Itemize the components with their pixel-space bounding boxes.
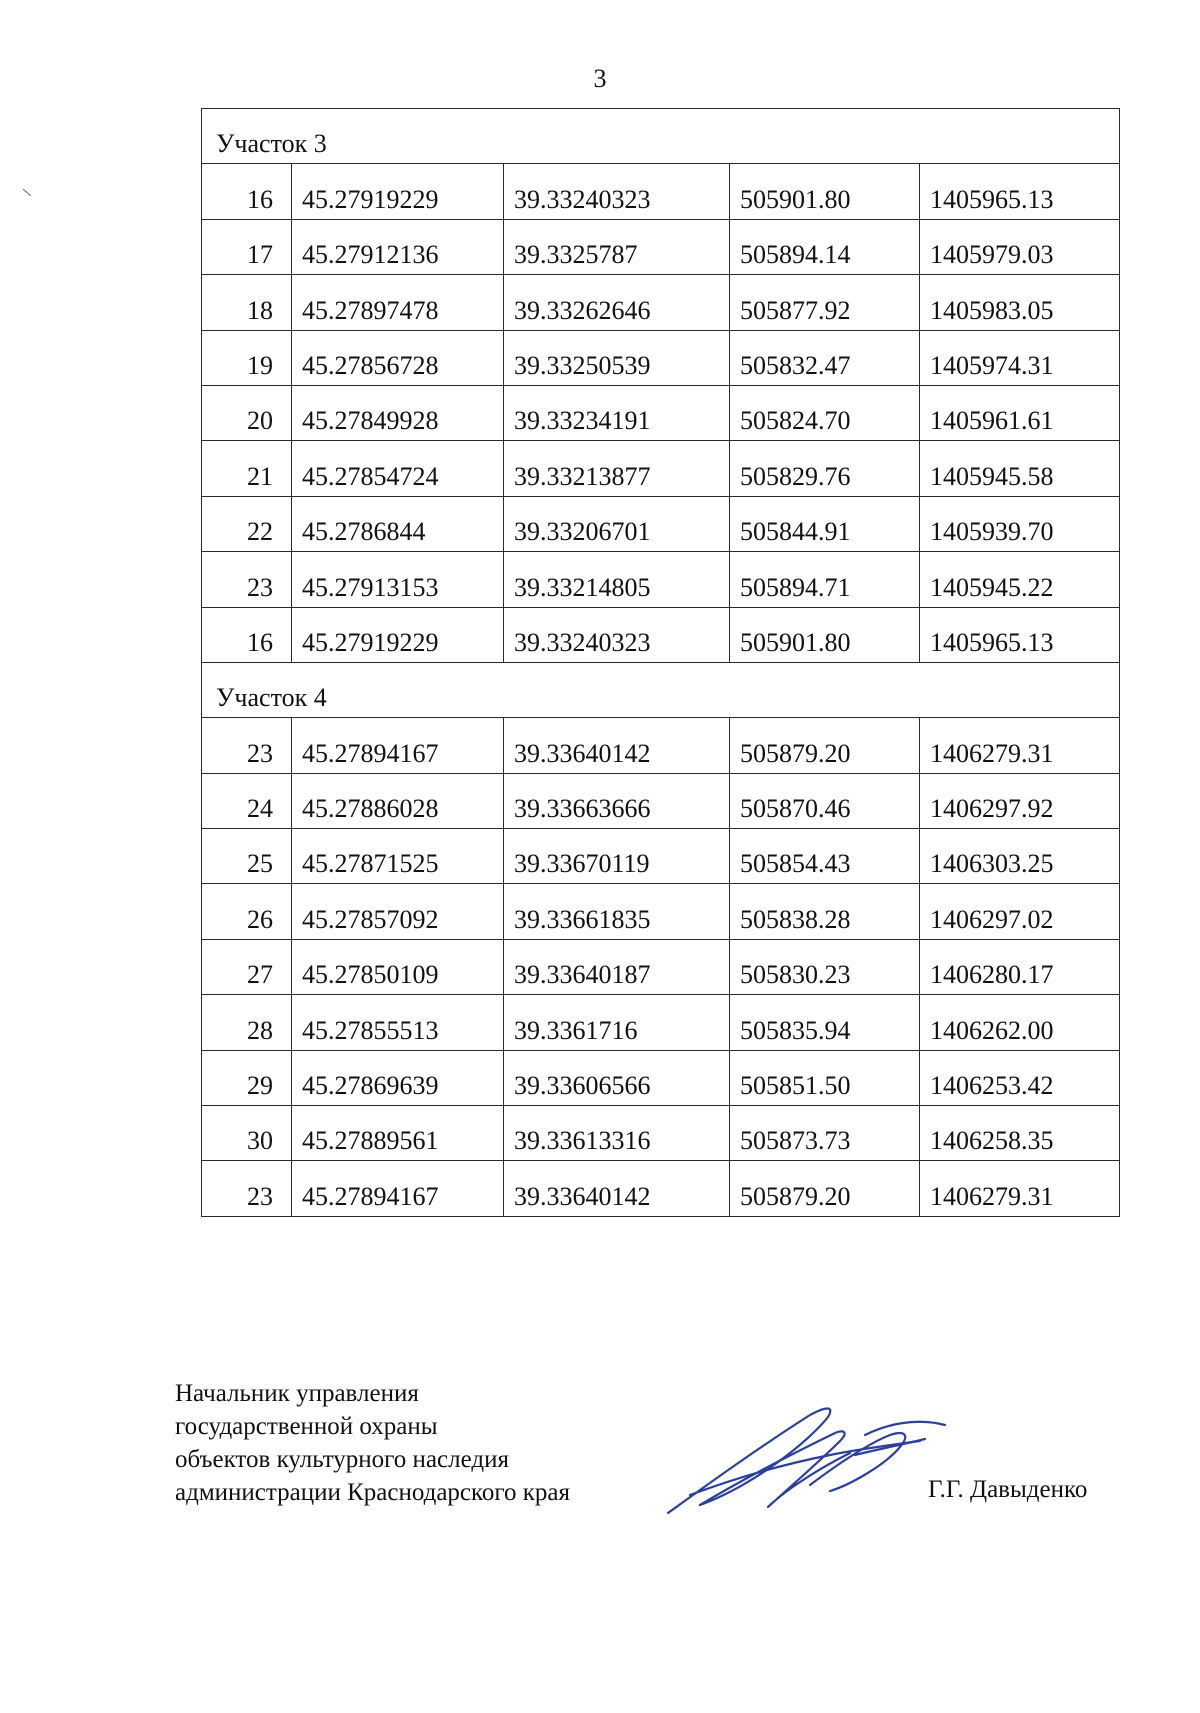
x-coordinate-cell: 505873.73	[730, 1106, 920, 1161]
latitude-cell: 45.27894167	[292, 718, 504, 773]
x-coordinate-cell: 505879.20	[730, 718, 920, 773]
longitude-cell: 39.33206701	[504, 496, 730, 551]
handwritten-signature	[660, 1395, 950, 1525]
point-number-cell: 29	[202, 1050, 292, 1105]
latitude-cell: 45.27913153	[292, 552, 504, 607]
longitude-cell: 39.33262646	[504, 275, 730, 330]
x-coordinate-cell: 505830.23	[730, 939, 920, 994]
y-coordinate-cell: 1405974.31	[920, 330, 1120, 385]
table-row	[202, 385, 1120, 440]
signer-position-line: Начальник управления	[175, 1380, 419, 1407]
longitude-cell: 39.3361716	[504, 995, 730, 1050]
table-row	[202, 718, 1120, 773]
page-number	[0, 64, 1200, 94]
point-number-cell: 21	[202, 441, 292, 496]
latitude-cell: 45.27894167	[292, 1161, 504, 1216]
table-row	[202, 275, 1120, 330]
table-row	[202, 552, 1120, 607]
y-coordinate-cell: 1406303.25	[920, 829, 1120, 884]
y-coordinate-cell: 1406279.31	[920, 1161, 1120, 1216]
table-row	[202, 607, 1120, 662]
x-coordinate-cell: 505844.91	[730, 496, 920, 551]
x-coordinate-cell: 505851.50	[730, 1050, 920, 1105]
longitude-cell: 39.33663666	[504, 773, 730, 828]
latitude-cell: 45.27855513	[292, 995, 504, 1050]
longitude-cell: 39.33606566	[504, 1050, 730, 1105]
point-number-cell: 16	[202, 607, 292, 662]
x-coordinate-cell: 505832.47	[730, 330, 920, 385]
point-number-cell: 18	[202, 275, 292, 330]
coordinates-table-body	[202, 109, 1120, 1217]
point-number-cell: 19	[202, 330, 292, 385]
y-coordinate-cell: 1405939.70	[920, 496, 1120, 551]
latitude-cell: 45.27857092	[292, 884, 504, 939]
coordinates-table	[201, 108, 1120, 1217]
longitude-cell: 39.33661835	[504, 884, 730, 939]
x-coordinate-cell: 505824.70	[730, 385, 920, 440]
page-number-text: 3	[593, 64, 607, 93]
table-row	[202, 1161, 1120, 1216]
y-coordinate-cell: 1406280.17	[920, 939, 1120, 994]
table-row	[202, 939, 1120, 994]
point-number-cell: 22	[202, 496, 292, 551]
latitude-cell: 45.27854724	[292, 441, 504, 496]
x-coordinate-cell: 505894.71	[730, 552, 920, 607]
x-coordinate-cell: 505901.80	[730, 607, 920, 662]
table-row	[202, 884, 1120, 939]
longitude-cell: 39.33240323	[504, 164, 730, 219]
y-coordinate-cell: 1406297.02	[920, 884, 1120, 939]
point-number-cell: 20	[202, 385, 292, 440]
longitude-cell: 39.33640142	[504, 718, 730, 773]
longitude-cell: 39.33240323	[504, 607, 730, 662]
table-row	[202, 330, 1120, 385]
point-number-cell: 26	[202, 884, 292, 939]
point-number-cell: 24	[202, 773, 292, 828]
latitude-cell: 45.2786844	[292, 496, 504, 551]
y-coordinate-cell: 1405965.13	[920, 607, 1120, 662]
x-coordinate-cell: 505894.14	[730, 219, 920, 274]
x-coordinate-cell: 505829.76	[730, 441, 920, 496]
longitude-cell: 39.33613316	[504, 1106, 730, 1161]
table-row	[202, 829, 1120, 884]
point-number-cell: 23	[202, 1161, 292, 1216]
section-header-row	[202, 109, 1120, 164]
point-number-cell: 23	[202, 552, 292, 607]
section-title: Участок 4	[202, 662, 1120, 717]
latitude-cell: 45.27871525	[292, 829, 504, 884]
point-number-cell: 17	[202, 219, 292, 274]
signer-position	[175, 1377, 570, 1509]
signer-position-line: объектов культурного наследия	[175, 1446, 509, 1473]
signer-name: Г.Г. Давыденко	[928, 1476, 1088, 1503]
x-coordinate-cell: 505854.43	[730, 829, 920, 884]
latitude-cell: 45.27886028	[292, 773, 504, 828]
y-coordinate-cell: 1406258.35	[920, 1106, 1120, 1161]
y-coordinate-cell: 1405983.05	[920, 275, 1120, 330]
table-row	[202, 441, 1120, 496]
latitude-cell: 45.27849928	[292, 385, 504, 440]
y-coordinate-cell: 1406279.31	[920, 718, 1120, 773]
latitude-cell: 45.27919229	[292, 164, 504, 219]
scan-artifact	[23, 189, 31, 196]
x-coordinate-cell: 505838.28	[730, 884, 920, 939]
longitude-cell: 39.33640187	[504, 939, 730, 994]
table-row	[202, 1106, 1120, 1161]
y-coordinate-cell: 1406297.92	[920, 773, 1120, 828]
point-number-cell: 30	[202, 1106, 292, 1161]
section-header-row	[202, 662, 1120, 717]
point-number-cell: 25	[202, 829, 292, 884]
longitude-cell: 39.33234191	[504, 385, 730, 440]
x-coordinate-cell: 505879.20	[730, 1161, 920, 1216]
longitude-cell: 39.33250539	[504, 330, 730, 385]
latitude-cell: 45.27897478	[292, 275, 504, 330]
table-row	[202, 496, 1120, 551]
longitude-cell: 39.33640142	[504, 1161, 730, 1216]
point-number-cell: 28	[202, 995, 292, 1050]
table-row	[202, 1050, 1120, 1105]
point-number-cell: 23	[202, 718, 292, 773]
table-row	[202, 164, 1120, 219]
longitude-cell: 39.33214805	[504, 552, 730, 607]
signer-position-line: администрации Краснодарского края	[175, 1479, 571, 1506]
x-coordinate-cell: 505870.46	[730, 773, 920, 828]
table-row	[202, 773, 1120, 828]
longitude-cell: 39.3325787	[504, 219, 730, 274]
latitude-cell: 45.27856728	[292, 330, 504, 385]
y-coordinate-cell: 1405965.13	[920, 164, 1120, 219]
x-coordinate-cell: 505835.94	[730, 995, 920, 1050]
y-coordinate-cell: 1406253.42	[920, 1050, 1120, 1105]
table-row	[202, 995, 1120, 1050]
longitude-cell: 39.33670119	[504, 829, 730, 884]
latitude-cell: 45.27919229	[292, 607, 504, 662]
latitude-cell: 45.27850109	[292, 939, 504, 994]
signer-position-line: государственной охраны	[175, 1413, 438, 1440]
longitude-cell: 39.33213877	[504, 441, 730, 496]
y-coordinate-cell: 1405979.03	[920, 219, 1120, 274]
point-number-cell: 16	[202, 164, 292, 219]
y-coordinate-cell: 1405961.61	[920, 385, 1120, 440]
latitude-cell: 45.27912136	[292, 219, 504, 274]
y-coordinate-cell: 1406262.00	[920, 995, 1120, 1050]
latitude-cell: 45.27869639	[292, 1050, 504, 1105]
x-coordinate-cell: 505877.92	[730, 275, 920, 330]
point-number-cell: 27	[202, 939, 292, 994]
y-coordinate-cell: 1405945.22	[920, 552, 1120, 607]
x-coordinate-cell: 505901.80	[730, 164, 920, 219]
latitude-cell: 45.27889561	[292, 1106, 504, 1161]
y-coordinate-cell: 1405945.58	[920, 441, 1120, 496]
table-row	[202, 219, 1120, 274]
section-title: Участок 3	[202, 109, 1120, 164]
